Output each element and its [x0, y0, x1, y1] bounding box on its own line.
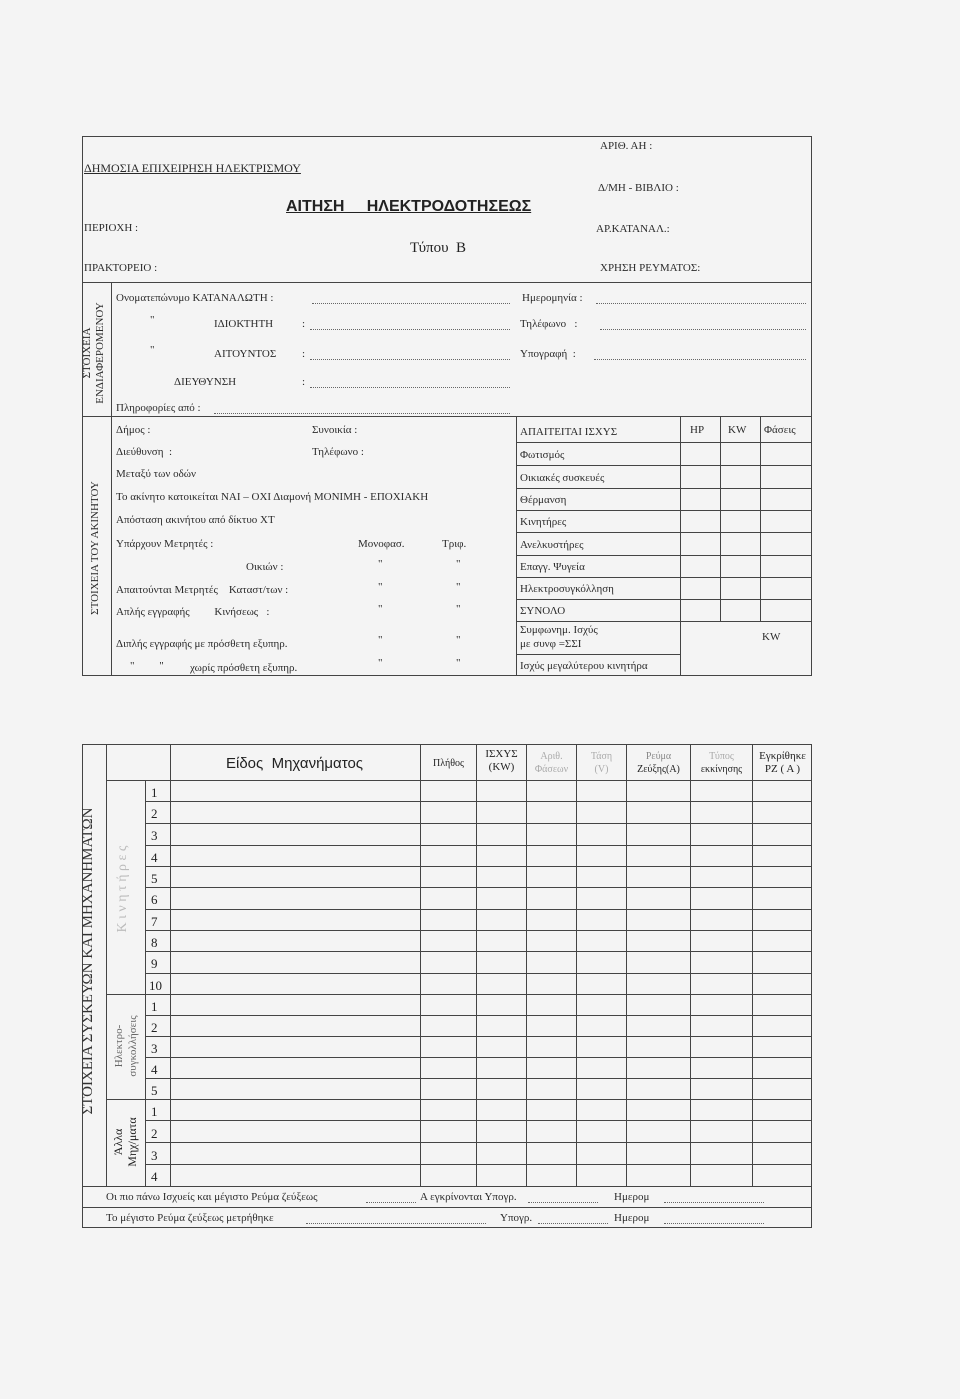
measured-current-statement: Το μέγιστο Ρεύμα ζεύξεως μετρήθηκε: [106, 1212, 274, 1224]
single-motion-label: Απλής εγγραφής Κινήσεως :: [116, 606, 270, 618]
other-row-number: 3: [151, 1148, 158, 1163]
approved-header: Εγκρίθηκε ΡΖ ( Α ): [759, 750, 806, 775]
consumer-name-label: Ονοματεπώνυμο ΚΑΤΑΝΑΛΩΤΗ :: [116, 292, 274, 304]
motor-row-number: 7: [151, 914, 158, 929]
approval-signature-label: Α εγκρίνονται Υπογρ.: [420, 1191, 517, 1203]
current-use-label: ΧΡΗΣΗ ΡΕΥΜΑΤΟΣ:: [600, 262, 701, 274]
agreed-power-label: Συμφωνημ. Ισχύς: [520, 624, 598, 636]
other-row-number: 2: [151, 1126, 158, 1141]
ditto-mark: ": [150, 314, 155, 326]
form-title: ΑΙΤΗΣΗ ΗΛΕΚΤΡΟΔΟΤΗΣΕΩΣ: [286, 198, 532, 215]
power-kw-header: ΙΣΧΥΣ (KW): [485, 748, 518, 773]
address-label: ΔΙΕΥΘΥΝΣΗ: [174, 376, 237, 388]
measurement-signature-label: Υπογρ.: [500, 1212, 533, 1224]
largest-motor-label: Ισχύς μεγαλύτερου κινητήρα: [520, 660, 648, 672]
property-side-label: ΣΤΟΙΧΕΙΑ ΤΟΥ ΑΚΙΝΗΤΟΥ: [89, 481, 101, 615]
voltage-header: Τάση (V): [590, 751, 613, 775]
ditto-mark: " ": [130, 660, 164, 672]
office-label: ΠΡΑΚΤΟΡΕΙΟ :: [84, 262, 158, 274]
owner-colon: :: [302, 318, 306, 330]
branch-book-label: Δ/ΜΗ - ΒΙΒΛΙΟ :: [598, 182, 679, 194]
motor-row-number: 6: [151, 892, 158, 907]
power-row-heating: Θέρμανση: [520, 494, 567, 506]
ditto-mark: ": [150, 344, 155, 356]
motor-row-number: 1: [151, 785, 158, 800]
power-row-welding: Ηλεκτροσυγκόλληση: [520, 583, 614, 595]
other-row-number: 4: [151, 1169, 158, 1184]
meters-exist-label: Υπάρχουν Μετρητές :: [116, 538, 214, 550]
motor-row-number: 5: [151, 871, 158, 886]
quantity-header: Πλήθος: [433, 758, 464, 769]
motor-row-number: 4: [151, 850, 158, 865]
info-from-label: Πληροφορίες από :: [116, 402, 201, 414]
machines-side-label: ΣΤΟΙΧΕΙΑ ΣΥΣΚΕΥΩΝ ΚΑΙ ΜΗΧΑΝΗΜΑΤΩΝ: [80, 807, 96, 1115]
homes-label: Οικιών :: [246, 561, 284, 573]
area-label: ΠΕΡΙΟΧΗ :: [84, 222, 139, 234]
community-label: Συνοικία :: [312, 424, 358, 436]
coupling-current-header: Ρεύμα Ζεύξης(Α): [637, 751, 680, 775]
ditto-mark: ": [456, 634, 461, 646]
other-machines-group-label: Άλλα Μηχ/ματα: [111, 1117, 139, 1167]
welding-group-label: Ηλεκτρο- συγκολλήσεις: [113, 1015, 139, 1077]
ditto-mark: ": [378, 558, 383, 570]
motors-group-label: Κ ι ν η τ ή ρ ε ς: [115, 845, 130, 933]
power-row-total: ΣΥΝΟΛΟ: [520, 605, 566, 617]
measurement-date-label: Ημερομ: [614, 1212, 650, 1224]
phases-count-header: Αριθ. Φάσεων: [534, 751, 569, 775]
ditto-mark: ": [456, 603, 461, 615]
distance-label: Απόσταση ακινήτου από δίκτυο ΧΤ: [116, 514, 275, 526]
other-row-number: 1: [151, 1104, 158, 1119]
power-row-lighting: Φωτισμός: [520, 449, 565, 461]
power-row-refrigerators: Επαγγ. Ψυγεία: [520, 561, 585, 573]
ditto-mark: ": [378, 657, 383, 669]
phone-label: Τηλέφωνο :: [520, 318, 578, 330]
power-header: ΑΠΑΙΤΕΙΤΑΙ ΙΣΧΥΣ: [520, 426, 618, 438]
hp-column-header: HP: [690, 424, 705, 436]
machine-type-header: Είδος Μηχανήματος: [226, 755, 364, 772]
double-without-label: χωρίς πρόσθετη εξυπηρ.: [190, 662, 298, 674]
approval-date-label: Ημερομ: [614, 1191, 650, 1203]
form-number-label: ΑΡΙΘ. ΑΗ :: [600, 140, 653, 152]
applicant-label: ΑΙΤΟΥΝΤΟΣ: [214, 348, 277, 360]
ditto-mark: ": [378, 634, 383, 646]
single-phase-label: Μονοφασ.: [358, 538, 405, 550]
power-row-elevators: Ανελκυστήρες: [520, 539, 584, 551]
motor-row-number: 2: [151, 806, 158, 821]
motor-row-number: 10: [149, 978, 162, 993]
welding-row-number: 1: [151, 999, 158, 1014]
power-row-appliances: Οικιακές συσκευές: [520, 472, 605, 484]
double-with-label: Διπλής εγγραφής με πρόσθετη εξυπηρ.: [116, 638, 288, 650]
agreed-power-unit: KW: [762, 631, 781, 643]
three-phase-label: Τριφ.: [442, 538, 467, 550]
applicant-colon: :: [302, 348, 306, 360]
start-type-header: Τύπος εκκίνησης: [700, 751, 743, 775]
motor-row-number: 9: [151, 956, 158, 971]
between-streets-label: Μεταξύ των οδών: [116, 468, 196, 480]
approval-statement: Οι πιο πάνω Ισχυείς και μέγιστο Ρεύμα ζεύξεως: [106, 1191, 318, 1203]
motor-row-number: 3: [151, 828, 158, 843]
consumer-number-label: ΑΡ.ΚΑΤΑΝΑΛ.:: [596, 223, 670, 235]
ditto-mark: ": [378, 581, 383, 593]
motor-row-number: 8: [151, 935, 158, 950]
welding-row-number: 2: [151, 1020, 158, 1035]
ditto-mark: ": [378, 603, 383, 615]
welding-row-number: 4: [151, 1062, 158, 1077]
phases-column-header: Φάσεις: [764, 424, 796, 436]
required-meters-label: Απαιτούνται Μετρητές Καταστ/των :: [116, 584, 289, 596]
signature-label: Υπογραφή :: [520, 348, 576, 360]
agreed-power-cosphi-label: με συνφ =ΣΣΙ: [520, 638, 582, 650]
interested-party-side-label: ΣΤΟΙΧΕΙΑ ΕΝΔΙΑΦΕΡΟΜΕΝΟΥ: [81, 302, 106, 404]
inhabited-label: Το ακίνητο κατοικείται ΝΑΙ – ΟΧΙ Διαμονή ΜΟΝΙΜΗ - ΕΠΟΧΙΑΚΗ: [116, 491, 429, 503]
ditto-mark: ": [456, 657, 461, 669]
municipality-label: Δήμος :: [116, 424, 151, 436]
power-row-motors: Κινητήρες: [520, 516, 567, 528]
owner-label: ΙΔΙΟΚΤΗΤΗ: [214, 318, 274, 330]
welding-row-number: 5: [151, 1083, 158, 1098]
organization-name: ΔΗΜΟΣΙΑ ΕΠΙΧΕΙΡΗΣΗ ΗΛΕΚΤΡΙΣΜΟΥ: [84, 161, 301, 175]
kw-column-header: KW: [728, 424, 747, 436]
property-address-label: Διεύθυνση :: [116, 446, 173, 458]
date-label: Ημερομηνία :: [522, 292, 583, 304]
address-colon: :: [302, 376, 306, 388]
form-subtitle: Τύπου Β: [410, 240, 467, 256]
ditto-mark: ": [456, 581, 461, 593]
property-phone-label: Τηλέφωνο :: [312, 446, 364, 458]
welding-row-number: 3: [151, 1041, 158, 1056]
ditto-mark: ": [456, 558, 461, 570]
